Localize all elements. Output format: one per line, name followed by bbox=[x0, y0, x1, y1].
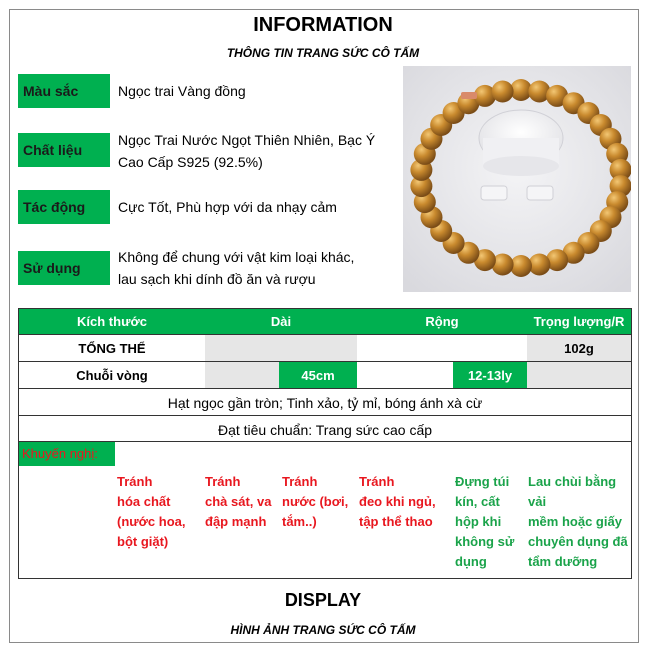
label-material: Chất liệu bbox=[18, 133, 110, 167]
row-length: 45cm bbox=[279, 362, 357, 388]
row-length bbox=[205, 335, 357, 361]
value-usage-line-2: lau sạch khi dính đồ ăn và rượu bbox=[118, 271, 316, 287]
note-row bbox=[19, 388, 631, 415]
page-title: INFORMATION bbox=[253, 14, 393, 36]
value-material-line-2: Cao Cấp S925 (92.5%) bbox=[118, 154, 263, 170]
table-header bbox=[19, 309, 631, 334]
page-subtitle: THÔNG TIN TRANG SỨC CÔ TẤM bbox=[226, 46, 420, 60]
recommend-line: mềm hoặc giấy bbox=[528, 514, 622, 529]
header-length: Dài bbox=[270, 314, 292, 329]
row-weight bbox=[527, 362, 631, 388]
section-title: DISPLAY bbox=[284, 590, 362, 610]
recommend-line: tẩm dưỡng bbox=[528, 554, 598, 569]
recommend-line: kín, cất bbox=[455, 494, 500, 509]
table-row bbox=[19, 361, 631, 388]
section-subtitle: HÌNH ẢNH TRANG SỨC CÔ TẤM bbox=[230, 623, 416, 637]
recommend-line: hóa chất bbox=[117, 494, 171, 509]
recommend-line: bột giặt) bbox=[117, 534, 169, 549]
clasp bbox=[461, 92, 477, 99]
header-size: Kích thước bbox=[77, 314, 147, 329]
note-row bbox=[19, 415, 631, 441]
label-color: Màu sắc bbox=[18, 74, 110, 108]
recommend-label: Khuyến nghị: bbox=[19, 442, 115, 466]
note-text: Đạt tiêu chuẩn: Trang sức cao cấp bbox=[217, 422, 433, 438]
table-row bbox=[19, 334, 631, 361]
recommend-line: Tránh bbox=[359, 474, 395, 489]
spec-table bbox=[18, 308, 632, 579]
note-text: Hạt ngọc gần tròn; Tinh xảo, tỷ mỉ, bóng ánh xà cừ bbox=[167, 395, 483, 411]
recommend-line: Tránh bbox=[282, 474, 318, 489]
label-effect: Tác động bbox=[18, 190, 110, 224]
recommend-item bbox=[205, 472, 272, 532]
recommend-line: đeo khi ngủ, bbox=[359, 494, 436, 509]
pearl-bead bbox=[492, 81, 514, 103]
recommend-line: Lau chùi bằng vải bbox=[528, 474, 617, 509]
value-color: Ngọc trai Vàng đồng bbox=[118, 83, 246, 99]
recommend-line: dụng bbox=[455, 554, 487, 569]
recommend-item bbox=[359, 472, 436, 532]
pearl-necklace-image bbox=[403, 66, 631, 292]
recommend-line: Đựng túi bbox=[455, 474, 510, 489]
value-effect: Cực Tốt, Phù hợp với da nhạy cảm bbox=[118, 199, 337, 215]
header-width: Rộng bbox=[425, 314, 459, 329]
recommend-item bbox=[117, 472, 186, 552]
recommend-item bbox=[455, 472, 514, 572]
row-gap bbox=[205, 362, 279, 388]
recommend-row bbox=[19, 441, 631, 579]
recommend-item bbox=[282, 472, 348, 532]
header-weight: Trọng lượng/R bbox=[533, 314, 625, 329]
value-material-line-1: Ngọc Trai Nước Ngọt Thiên Nhiên, Bạc Ý bbox=[118, 132, 376, 148]
row-weight: 102g bbox=[527, 335, 631, 361]
recommend-line: đập mạnh bbox=[205, 514, 267, 529]
row-name: TỔNG THỂ bbox=[78, 340, 146, 356]
recommend-line: nước (bơi, bbox=[282, 494, 349, 509]
value-material bbox=[118, 129, 388, 173]
product-photo bbox=[403, 66, 631, 292]
recommend-line: hộp khi bbox=[455, 514, 502, 529]
recommend-line: chuyên dụng đã bbox=[528, 534, 628, 549]
recommend-line: không sử bbox=[455, 534, 515, 549]
row-width bbox=[357, 335, 527, 361]
recommend-line: tắm..) bbox=[282, 514, 317, 529]
recommend-line: tập thể thao bbox=[359, 514, 433, 529]
row-gap bbox=[357, 362, 453, 388]
row-width: 12-13ly bbox=[453, 362, 527, 388]
recommend-line: (nước hoa, bbox=[117, 514, 186, 529]
row-name: Chuỗi vòng bbox=[76, 367, 148, 383]
recommend-line: chà sát, va bbox=[205, 494, 272, 509]
recommend-line: Tránh bbox=[117, 474, 153, 489]
label-usage: Sử dụng bbox=[18, 251, 110, 285]
recommend-item bbox=[528, 472, 631, 572]
value-usage bbox=[118, 246, 388, 290]
recommend-line: Tránh bbox=[205, 474, 241, 489]
value-usage-line-1: Không để chung với vật kim loại khác, bbox=[118, 249, 355, 265]
